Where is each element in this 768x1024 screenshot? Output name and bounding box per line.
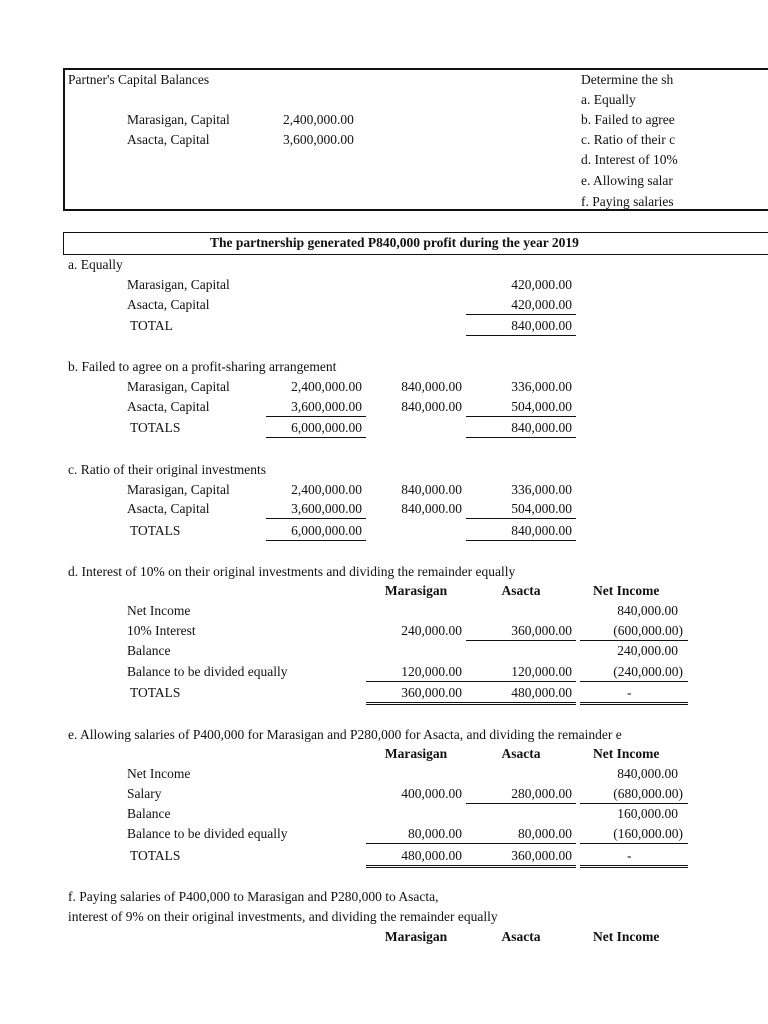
capital-value: 2,400,000.00 xyxy=(291,379,362,394)
capital-value: 3,600,000.00 xyxy=(266,500,366,519)
net-income-value: (600,000.00) xyxy=(580,622,688,641)
row-label: Balance to be divided equally xyxy=(127,664,288,679)
header-marasigan: Marasigan xyxy=(384,583,448,598)
asacta-value: 80,000.00 xyxy=(466,825,576,844)
total-marasigan: 360,000.00 xyxy=(366,684,466,705)
row-label: Net Income xyxy=(127,766,191,781)
row-label: Asacta, Capital xyxy=(127,501,210,516)
header-net-income: Net Income xyxy=(593,746,660,761)
header-marasigan: Marasigan xyxy=(384,929,448,944)
header-net-income: Net Income xyxy=(593,929,660,944)
row-label: Balance to be divided equally xyxy=(127,826,288,841)
profit-value: 840,000.00 xyxy=(401,501,462,516)
profit-banner: The partnership generated P840,000 profit during the year 2019 xyxy=(210,235,579,250)
profit-value: 840,000.00 xyxy=(401,379,462,394)
total-share: 840,000.00 xyxy=(466,522,576,541)
question-item: c. Ratio of their c xyxy=(581,132,676,147)
header-asacta: Asacta xyxy=(501,929,541,944)
asacta-value: 280,000.00 xyxy=(466,785,576,804)
marasigan-value: 240,000.00 xyxy=(401,623,462,638)
total-asacta: 480,000.00 xyxy=(466,684,576,705)
asacta-capital-label: Asacta, Capital xyxy=(127,132,210,147)
row-label: Marasigan, Capital xyxy=(127,379,230,394)
header-asacta: Asacta xyxy=(501,746,541,761)
row-label: Balance xyxy=(127,806,171,821)
capital-balances-title: Partner's Capital Balances xyxy=(68,72,210,87)
section-d-title: d. Interest of 10% on their original investments and dividing the remainder equally xyxy=(68,564,516,579)
total-marasigan: 480,000.00 xyxy=(366,847,466,868)
row-label: Asacta, Capital xyxy=(127,297,210,312)
net-income-value: (680,000.00) xyxy=(580,785,688,804)
header-asacta: Asacta xyxy=(501,583,541,598)
total-label: TOTALS xyxy=(130,420,181,435)
asacta-value: 360,000.00 xyxy=(466,622,576,641)
header-net-income: Net Income xyxy=(593,583,660,598)
section-c-title: c. Ratio of their original investments xyxy=(68,462,266,477)
profit-value: 840,000.00 xyxy=(401,399,462,414)
capital-value: 3,600,000.00 xyxy=(266,398,366,417)
capital-value: 2,400,000.00 xyxy=(291,482,362,497)
section-e-title: e. Allowing salaries of P400,000 for Marasigan and P280,000 for Asacta, and dividing the remainder e xyxy=(68,727,622,742)
section-f-title-line2: interest of 9% on their original investments, and dividing the remainder equally xyxy=(68,909,498,924)
section-f-title-line1: f. Paying salaries of P400,000 to Marasigan and P280,000 to Asacta, xyxy=(68,889,439,904)
question-item: b. Failed to agree xyxy=(581,112,675,127)
asacta-value: 120,000.00 xyxy=(466,663,576,682)
profit-value: 840,000.00 xyxy=(401,482,462,497)
marasigan-capital-amount: 2,400,000.00 xyxy=(283,112,354,127)
total-net-income: - xyxy=(580,847,688,868)
marasigan-value: 80,000.00 xyxy=(366,825,466,844)
question-item: a. Equally xyxy=(581,92,636,107)
total-label: TOTAL xyxy=(130,318,173,333)
net-income-value: 240,000.00 xyxy=(617,643,678,658)
marasigan-capital-label: Marasigan, Capital xyxy=(127,112,230,127)
net-income-value: (160,000.00) xyxy=(580,825,688,844)
total-capital: 6,000,000.00 xyxy=(266,522,366,541)
total-value: 840,000.00 xyxy=(466,317,576,336)
share-value: 420,000.00 xyxy=(511,277,572,292)
asacta-capital-amount: 3,600,000.00 xyxy=(283,132,354,147)
section-a-title: a. Equally xyxy=(68,257,123,272)
net-income-value: 840,000.00 xyxy=(617,766,678,781)
question-item: d. Interest of 10% xyxy=(581,152,678,167)
question-item: e. Allowing salar xyxy=(581,173,673,188)
header-marasigan: Marasigan xyxy=(384,746,448,761)
share-value: 504,000.00 xyxy=(466,398,576,417)
net-income-value: (240,000.00) xyxy=(580,663,688,682)
share-value: 336,000.00 xyxy=(511,379,572,394)
total-share: 840,000.00 xyxy=(466,419,576,438)
section-b-title: b. Failed to agree on a profit-sharing arrangement xyxy=(68,359,337,374)
total-capital: 6,000,000.00 xyxy=(266,419,366,438)
total-label: TOTALS xyxy=(130,848,181,863)
share-value: 336,000.00 xyxy=(511,482,572,497)
marasigan-value: 400,000.00 xyxy=(401,786,462,801)
total-label: TOTALS xyxy=(130,523,181,538)
total-label: TOTALS xyxy=(130,685,181,700)
question-item: f. Paying salaries xyxy=(581,194,674,209)
marasigan-value: 120,000.00 xyxy=(366,663,466,682)
row-label: Balance xyxy=(127,643,171,658)
share-value: 420,000.00 xyxy=(466,296,576,315)
row-label: Net Income xyxy=(127,603,191,618)
row-label: Asacta, Capital xyxy=(127,399,210,414)
net-income-value: 160,000.00 xyxy=(617,806,678,821)
row-label: Marasigan, Capital xyxy=(127,482,230,497)
row-label: Salary xyxy=(127,786,162,801)
questions-title: Determine the sh xyxy=(581,72,674,87)
total-asacta: 360,000.00 xyxy=(466,847,576,868)
row-label: Marasigan, Capital xyxy=(127,277,230,292)
share-value: 504,000.00 xyxy=(466,500,576,519)
total-net-income: - xyxy=(580,684,688,705)
row-label: 10% Interest xyxy=(127,623,196,638)
net-income-value: 840,000.00 xyxy=(617,603,678,618)
